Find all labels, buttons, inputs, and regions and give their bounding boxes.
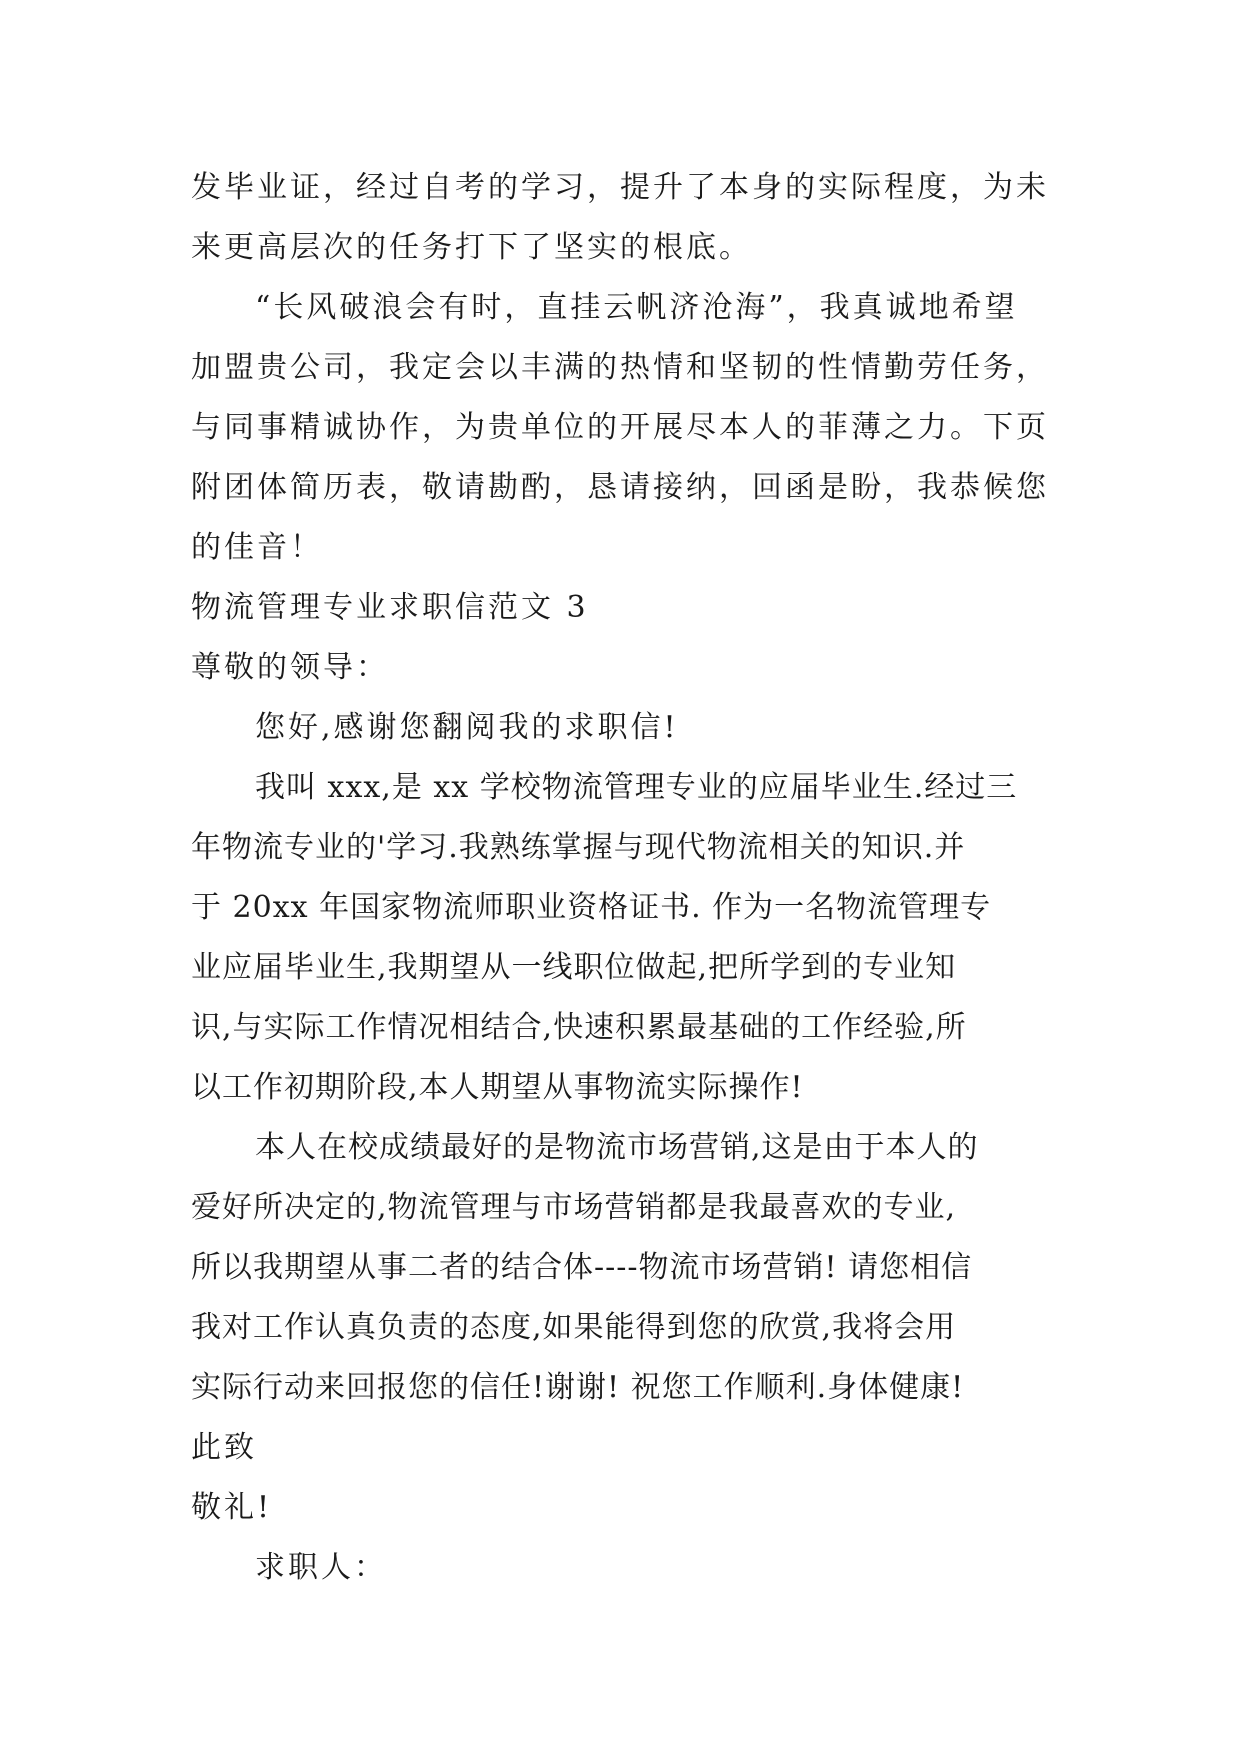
greeting-line: 您好,感谢您翻阅我的求职信! [255, 710, 679, 745]
salutation: 尊敬的领导： [191, 650, 389, 685]
text-line: 年物流专业的'学习.我熟练掌握与现代物流相关的知识.并 [191, 830, 966, 865]
section-title: 物流管理专业求职信范文 3 [191, 590, 589, 625]
text-line: 实际行动来回报您的信任!谢谢! 祝您工作顺利.身体健康! [191, 1370, 965, 1405]
text-line: 发毕业证，经过自考的学习，提升了本身的实际程度，为未 [191, 170, 1049, 205]
text-line: 我叫 xxx,是 xx 学校物流管理专业的应届毕业生.经过三 [255, 770, 1018, 805]
text-line: 爱好所决定的,物流管理与市场营销都是我最喜欢的专业, [191, 1190, 957, 1225]
text-line: 业应届毕业生,我期望从一线职位做起,把所学到的专业知 [191, 950, 957, 985]
text-line: 所以我期望从事二者的结合体----物流市场营销! 请您相信 [191, 1250, 973, 1285]
closing-regards: 敬礼! [191, 1490, 273, 1525]
text-line: 以工作初期阶段,本人期望从事物流实际操作! [191, 1070, 804, 1105]
signature-label: 求职人： [255, 1550, 387, 1585]
text-line: “长风破浪会有时，直挂云帆济沧海”，我真诚地希望 [255, 290, 1018, 325]
text-line: 本人在校成绩最好的是物流市场营销,这是由于本人的 [255, 1130, 979, 1165]
text-line: 与同事精诚协作，为贵单位的开展尽本人的菲薄之力。下页 [191, 410, 1049, 445]
text-line: 我对工作认真负责的态度,如果能得到您的欣赏,我将会用 [191, 1310, 957, 1345]
text-line: 识,与实际工作情况相结合,快速积累最基础的工作经验,所 [191, 1010, 967, 1045]
text-line: 于 20xx 年国家物流师职业资格证书. 作为一名物流管理专 [191, 890, 992, 925]
text-line: 附团体简历表，敬请勘酌，恳请接纳，回函是盼，我恭候您 [191, 470, 1049, 505]
letter-body [191, 158, 1051, 1598]
text-line: 来更高层次的任务打下了坚实的根底。 [191, 230, 752, 265]
text-line: 加盟贵公司，我定会以丰满的热情和坚韧的性情勤劳任务， [191, 350, 1049, 385]
text-line: 的佳音！ [191, 530, 323, 565]
closing-line: 此致 [191, 1430, 257, 1465]
